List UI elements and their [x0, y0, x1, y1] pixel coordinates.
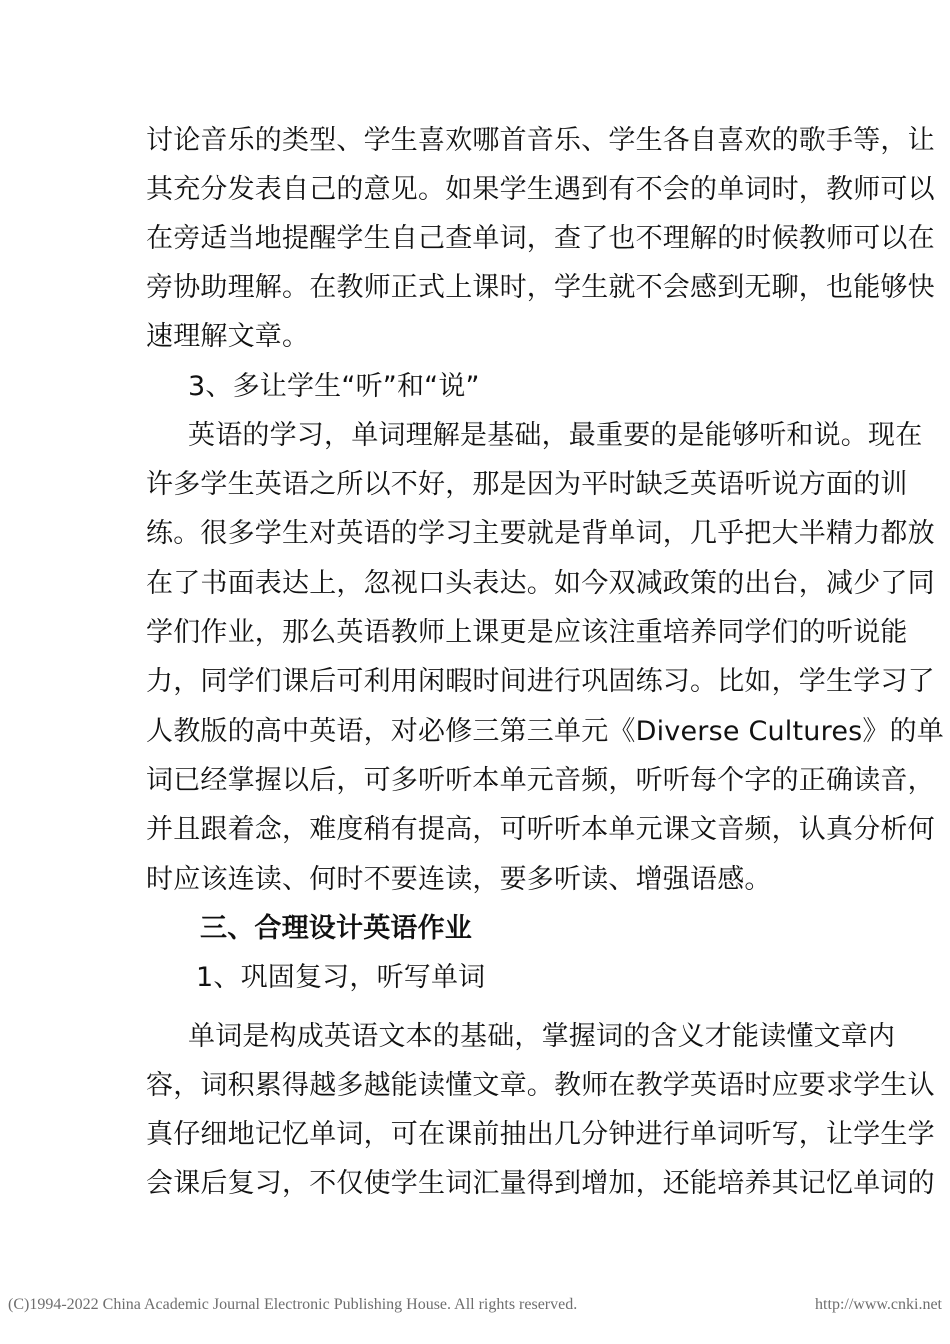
body-text-line: 人教版的高中英语，对必修三第三单元《Diverse Cultures》的单	[146, 716, 944, 747]
body-text-line: 旁协助理解。在教师正式上课时，学生就不会感到无聊，也能够快	[146, 272, 935, 303]
body-text-line: 练。很多学生对英语的学习主要就是背单词，几乎把大半精力都放	[146, 518, 935, 549]
body-text-line: 并且跟着念，难度稍有提高，可听听本单元课文音频，认真分析何	[146, 814, 935, 845]
footer-url: http://www.cnki.net	[815, 1296, 942, 1313]
subheading: 1、巩固复习，听写单词	[196, 962, 486, 993]
body-text-line: 英语的学习，单词理解是基础，最重要的是能够听和说。现在	[188, 420, 923, 451]
copyright-notice: (C)1994-2022 China Academic Journal Electronic Publishing House. All rights reserved.	[8, 1296, 578, 1313]
body-text-line: 许多学生英语之所以不好，那是因为平时缺乏英语听说方面的训	[146, 469, 908, 500]
body-text-line: 词已经掌握以后，可多听听本单元音频，听听每个字的正确读音，	[146, 765, 935, 796]
subheading: 3、多让学生“听”和“说”	[188, 371, 480, 402]
body-text-line: 讨论音乐的类型、学生喜欢哪首音乐、学生各自喜欢的歌手等，让	[146, 125, 935, 156]
body-text-line: 会课后复习，不仅使学生词汇量得到增加，还能培养其记忆单词的	[146, 1168, 935, 1199]
body-text-line: 在了书面表达上，忽视口头表达。如今双减政策的出台，减少了同	[146, 568, 935, 599]
body-text-line: 单词是构成英语文本的基础，掌握词的含义才能读懂文章内	[188, 1021, 896, 1052]
body-text-line: 真仔细地记忆单词，可在课前抽出几分钟进行单词听写，让学生学	[146, 1119, 935, 1150]
body-text-line: 在旁适当地提醒学生自己查单词，查了也不理解的时候教师可以在	[146, 223, 935, 254]
section-heading: 三、合理设计英语作业	[200, 913, 472, 944]
body-text-line: 其充分发表自己的意见。如果学生遇到有不会的单词时，教师可以	[146, 174, 935, 205]
body-text-line: 力，同学们课后可利用闲暇时间进行巩固练习。比如，学生学习了	[146, 666, 935, 697]
body-text-line: 速理解文章。	[146, 321, 310, 352]
body-text-line: 时应该连读、何时不要连读，要多听读、增强语感。	[146, 864, 772, 895]
body-text-line: 容，词积累得越多越能读懂文章。教师在教学英语时应要求学生认	[146, 1070, 935, 1101]
body-text-line: 学们作业，那么英语教师上课更是应该注重培养同学们的听说能	[146, 617, 908, 648]
